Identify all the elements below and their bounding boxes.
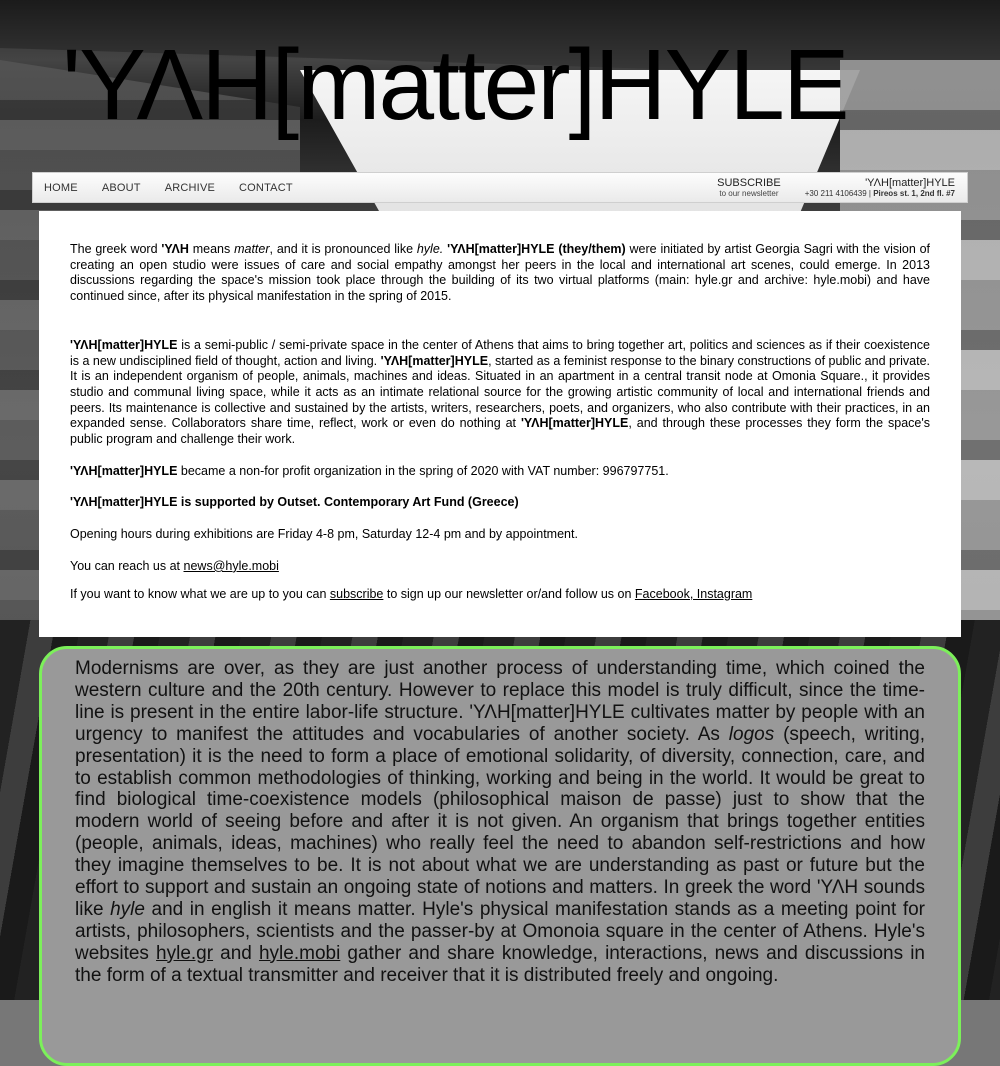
header-address: Pireos st. 1, 2nd fl. #7 — [873, 188, 955, 198]
text: The greek word — [70, 242, 162, 256]
hyle-mobi-link[interactable]: hyle.mobi — [258, 942, 341, 964]
org-name-bold: 'ΥΛΗ[matter]HYLE (they/them) — [447, 242, 626, 256]
text: to sign up our newsletter or/and follow us on — [383, 586, 635, 601]
subscribe-link[interactable]: subscribe — [329, 586, 384, 601]
text: Modernisms are over, as they are just another process of understanding time, which coined the western culture and the 20th century. However to replace this model is truly difficult, since the time-line is present in the entire labor-life structure. 'ΥΛΗ[matter]HYLE cultivates matter by people with an urgency to manifest the attitudes and vocabularies of another society. As — [75, 658, 925, 745]
about-paragraph-intro — [70, 242, 930, 305]
social-links[interactable]: Facebook, Instagram — [634, 586, 753, 601]
hyle-word: hyle. — [416, 242, 444, 256]
header-phone: +30 211 4106439 | — [804, 188, 871, 198]
header-org-name: 'ΥΛΗ[matter]HYLE — [865, 176, 955, 189]
nav-about[interactable]: ABOUT — [101, 181, 141, 194]
text: is a semi-public / semi-private space in the center of Athens that aims to bring together art, politics and sciences as if their coexistence is a new undisciplined field of thought, action and living. — [70, 337, 930, 368]
greek-word: 'ΥΛΗ — [161, 242, 189, 256]
about-paragraph-nonprofit — [70, 464, 930, 480]
about-paragraph-description — [70, 338, 930, 448]
header-contact-info — [805, 177, 955, 199]
text: and in english it means matter. Hyle's physical manifestation stands as a meeting point for artists, philosophers, scientists and the passer-by at Omonoia square in the center of Athens. Hyle's websites — [75, 898, 925, 964]
hyle-word: hyle — [110, 898, 145, 920]
text: , and through these processes they form the space's public program and challenge their work. — [70, 416, 931, 447]
text: means — [188, 242, 235, 256]
text: , started as a feminist response to the binary constructions of public and private. It is an independent organism of people, animals, machines and ideas. Situated in an apartment in a central transit node at Omonia Square., it provides studio and communal living space, while it acts as an intimate relational source for the growing artistic community of local and international friends and peers. Its maintenance is collective and sustained by the artists, writers, researchers, poets, and organizers, who also contribute with their practices, in an expanded sense. Collaborators share time, reflect, work or even do nothing at — [70, 353, 930, 431]
email-link[interactable]: news@hyle.mobi — [183, 558, 279, 573]
manifesto-text — [75, 658, 925, 987]
org-name-bold: 'ΥΛΗ[matter]HYLE — [70, 337, 178, 352]
text: , and it is pronounced like — [269, 242, 417, 256]
manifesto-panel — [39, 646, 961, 1066]
text: (speech, writing, presentation) it is the need to form a place of emotional solidarity, of diversity, connection, care, and to establish common methodologies of thinking, working and being in the world. It would be great to find biological time-coexistence models (philosophical maison de passe) just to show that the modern world of seeing before and after it is not given. An organism that brings together entities (people, animals, ideas, machines) who really feel the need to abandon self-restrictions and how they imagine themselves to be. It is not about what we are understanding as past or future but the effort to support and sustain an ongoing state of notions and matters. In greek the word 'ΥΛΗ sounds like — [75, 723, 925, 920]
subscribe-button[interactable] — [717, 177, 781, 198]
about-paragraph-email — [70, 559, 930, 575]
support-text: 'ΥΛΗ[matter]HYLE is supported by Outset. Contemporary Art Fund (Greece) — [70, 495, 519, 510]
text: were initiated by artist Georgia Sagri with the vision of creating an open studio were issues of care and social empathy amongst her peers in the local and international art scenes, could emerge. In 2013 discussions regarding the space's mission took place through the building of its two virtual platforms (main: hyle.gr and archive: hyle.mobi) and have continued since, after its physical manifestation in the spring of 2015. — [70, 242, 931, 304]
header-address-line — [805, 189, 955, 199]
org-name-bold: 'ΥΛΗ[matter]HYLE — [380, 353, 489, 368]
text: If you want to know what we are up to you can — [70, 586, 330, 601]
subscribe-sublabel: to our newsletter — [719, 189, 779, 198]
site-title: 'ΥΛΗ[matter]HYLE — [62, 29, 848, 141]
nav-contact[interactable]: CONTACT — [239, 181, 293, 194]
nav-home[interactable]: HOME — [44, 181, 78, 194]
text: gather and share knowledge, interactions, news and discussions in the form of a textual transmitter and receiver that it is distributed freely and ongoing. — [75, 942, 925, 986]
nav-archive[interactable]: ARCHIVE — [164, 181, 216, 194]
about-paragraph-follow — [70, 587, 930, 603]
about-panel — [39, 211, 961, 637]
about-paragraph-support — [70, 495, 930, 511]
text: and — [213, 942, 259, 964]
about-paragraph-hours: Opening hours during exhibitions are Friday 4-8 pm, Saturday 12-4 pm and by appointment. — [70, 527, 578, 542]
text: You can reach us at — [70, 558, 184, 573]
matter-word: matter — [234, 242, 270, 256]
top-navbar — [32, 172, 968, 203]
logos-word: logos — [728, 723, 775, 745]
text: became a non-for profit organization in the spring of 2020 with VAT number: 996797751. — [177, 463, 669, 478]
hyle-gr-link[interactable]: hyle.gr — [156, 942, 214, 964]
org-name-bold: 'ΥΛΗ[matter]HYLE — [70, 463, 178, 478]
org-name-bold: 'ΥΛΗ[matter]HYLE — [520, 416, 629, 431]
subscribe-label: SUBSCRIBE — [717, 177, 781, 189]
